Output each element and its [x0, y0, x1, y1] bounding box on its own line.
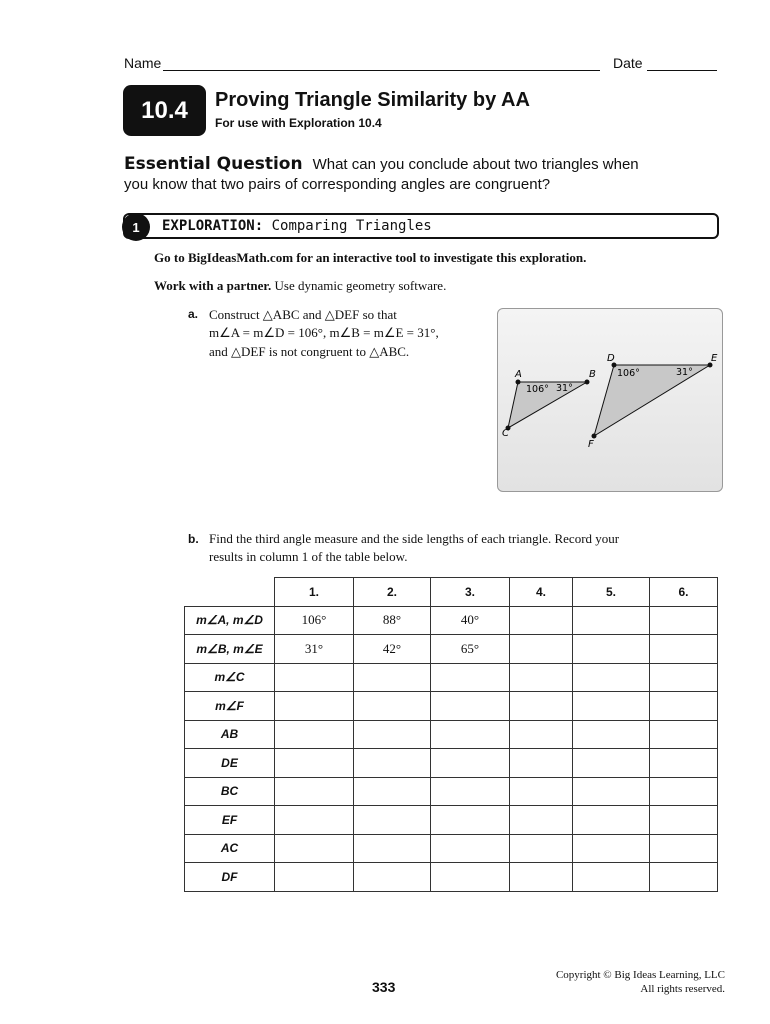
name-label: Name: [124, 55, 162, 71]
table-cell[interactable]: [275, 863, 354, 892]
name-blank-line[interactable]: [163, 56, 600, 71]
row-header: AC: [185, 834, 275, 863]
vertex-f[interactable]: [592, 434, 597, 439]
table-corner-cell: [185, 578, 275, 607]
table-cell[interactable]: [650, 777, 718, 806]
table-cell[interactable]: [431, 834, 510, 863]
copyright-line-2: All rights reserved.: [640, 983, 725, 995]
label-c: C: [502, 428, 509, 439]
table-cell[interactable]: [275, 692, 354, 721]
table-row: [185, 806, 718, 835]
table-cell[interactable]: [573, 863, 650, 892]
table-cell[interactable]: [573, 777, 650, 806]
table-row: [185, 720, 718, 749]
angle-b-measure: 31°: [556, 383, 573, 394]
part-a-line-2: m∠A = m∠D = 106°, m∠B = m∠E = 31°,: [209, 325, 439, 340]
essential-question-text: What can you conclude about two triangles when you know that two pairs of corresponding angles are congruent?: [124, 156, 639, 193]
table-cell[interactable]: [431, 692, 510, 721]
table-cell[interactable]: [354, 749, 431, 778]
table-cell[interactable]: [354, 834, 431, 863]
triangle-figure-panel: [497, 308, 723, 492]
part-b-line-2: results in column 1 of the table below.: [209, 549, 408, 564]
part-a-letter: a.: [188, 307, 199, 321]
table-cell[interactable]: [510, 720, 573, 749]
exploration-number: 1: [122, 213, 150, 241]
table-cell[interactable]: [510, 749, 573, 778]
partner-instruction: [154, 278, 446, 294]
table-cell[interactable]: [650, 749, 718, 778]
page-number: 333: [372, 979, 396, 995]
table-cell[interactable]: [510, 777, 573, 806]
table-cell[interactable]: [431, 720, 510, 749]
table-cell[interactable]: [573, 720, 650, 749]
table-header-row: [185, 578, 718, 607]
table-cell[interactable]: [275, 834, 354, 863]
vertex-a[interactable]: [516, 380, 521, 385]
exploration-heading: [162, 218, 432, 234]
angle-a-measure: 106°: [526, 384, 549, 395]
label-a: A: [515, 369, 522, 380]
table-cell[interactable]: [573, 692, 650, 721]
table-cell[interactable]: [275, 777, 354, 806]
table-cell[interactable]: 65°: [431, 635, 510, 664]
table-cell[interactable]: [275, 749, 354, 778]
table-cell[interactable]: [431, 663, 510, 692]
name-field[interactable]: [124, 55, 600, 71]
table-cell[interactable]: 88°: [354, 606, 431, 635]
table-cell[interactable]: 42°: [354, 635, 431, 664]
row-header: m∠C: [185, 663, 275, 692]
table-cell[interactable]: [275, 806, 354, 835]
table-cell[interactable]: 106°: [275, 606, 354, 635]
lesson-title: Proving Triangle Similarity by AA: [215, 89, 530, 111]
table-cell[interactable]: [354, 692, 431, 721]
row-header: m∠A, m∠D: [185, 606, 275, 635]
table-cell[interactable]: [510, 606, 573, 635]
exploration-title: Comparing Triangles: [271, 218, 432, 234]
table-cell[interactable]: [573, 806, 650, 835]
table-cell[interactable]: [431, 863, 510, 892]
table-cell[interactable]: [354, 663, 431, 692]
angle-side-table: [184, 577, 718, 892]
table-row: [185, 663, 718, 692]
exploration-label: EXPLORATION:: [162, 218, 264, 234]
table-cell[interactable]: [275, 720, 354, 749]
partner-bold: Work with a partner.: [154, 278, 272, 293]
lesson-subtitle: For use with Exploration 10.4: [215, 116, 382, 130]
date-label: Date: [613, 55, 643, 71]
column-header: 1.: [275, 578, 354, 607]
vertex-b[interactable]: [585, 380, 590, 385]
table-cell[interactable]: [431, 749, 510, 778]
column-header: 6.: [650, 578, 718, 607]
part-b-line-1: Find the third angle measure and the side lengths of each triangle. Record your: [209, 531, 620, 546]
row-header: AB: [185, 720, 275, 749]
copyright-line-1: Copyright © Big Ideas Learning, LLC: [555, 969, 725, 981]
essential-question-label: Essential Question: [124, 154, 303, 174]
part-b-letter: b.: [188, 532, 199, 546]
column-header: 3.: [431, 578, 510, 607]
table-cell[interactable]: [510, 834, 573, 863]
table-cell[interactable]: [354, 720, 431, 749]
table-cell[interactable]: [650, 720, 718, 749]
table-row: [185, 777, 718, 806]
row-header: DF: [185, 863, 275, 892]
table-cell[interactable]: [650, 606, 718, 635]
table-cell[interactable]: [431, 806, 510, 835]
table-cell[interactable]: [354, 806, 431, 835]
angle-e-measure: 31°: [676, 367, 693, 378]
table-cell[interactable]: [650, 863, 718, 892]
row-header: EF: [185, 806, 275, 835]
column-header: 2.: [354, 578, 431, 607]
table-cell[interactable]: [650, 834, 718, 863]
part-a-line-1: Construct △ABC and △DEF so that: [209, 307, 397, 322]
table-cell[interactable]: [354, 777, 431, 806]
table-row: [185, 834, 718, 863]
column-header: 4.: [510, 578, 573, 607]
table-cell[interactable]: [431, 777, 510, 806]
table-row: [185, 635, 718, 664]
essential-question: [124, 154, 664, 195]
lesson-number-badge: 10.4: [123, 85, 206, 136]
table-cell[interactable]: [650, 635, 718, 664]
triangles-diagram: [498, 309, 724, 493]
table-cell[interactable]: [510, 663, 573, 692]
label-e: E: [711, 353, 718, 364]
exploration-intro: [154, 250, 586, 266]
angle-d-measure: 106°: [617, 368, 640, 379]
table-cell[interactable]: [573, 635, 650, 664]
row-header: m∠F: [185, 692, 275, 721]
row-header: DE: [185, 749, 275, 778]
table-cell[interactable]: [650, 663, 718, 692]
row-header: m∠B, m∠E: [185, 635, 275, 664]
table-row: [185, 692, 718, 721]
row-header: BC: [185, 777, 275, 806]
part-a-line-3: and △DEF is not congruent to △ABC.: [209, 344, 410, 359]
table-cell[interactable]: [650, 692, 718, 721]
intro-text: Go to BigIdeasMath.com for an interactive tool to investigate this exploration.: [154, 250, 587, 265]
table-cell[interactable]: [650, 806, 718, 835]
table-cell[interactable]: 31°: [275, 635, 354, 664]
label-b: B: [589, 369, 596, 380]
copyright-notice: [540, 968, 725, 996]
table-cell[interactable]: [510, 806, 573, 835]
table-cell[interactable]: 40°: [431, 606, 510, 635]
table-cell[interactable]: [573, 834, 650, 863]
table-cell[interactable]: [510, 692, 573, 721]
column-header: 5.: [573, 578, 650, 607]
partner-text: Use dynamic geometry software.: [274, 278, 447, 293]
table-row: [185, 863, 718, 892]
date-blank-line[interactable]: [647, 56, 717, 71]
label-d: D: [607, 353, 615, 364]
table-row: [185, 749, 718, 778]
table-cell[interactable]: [510, 863, 573, 892]
table-cell[interactable]: [573, 663, 650, 692]
table-cell[interactable]: [275, 663, 354, 692]
label-f: F: [588, 439, 594, 450]
table-cell[interactable]: [510, 635, 573, 664]
table-cell[interactable]: [573, 606, 650, 635]
table-cell[interactable]: [573, 749, 650, 778]
date-field[interactable]: [613, 55, 717, 71]
table-cell[interactable]: [354, 863, 431, 892]
table-row: [185, 606, 718, 635]
